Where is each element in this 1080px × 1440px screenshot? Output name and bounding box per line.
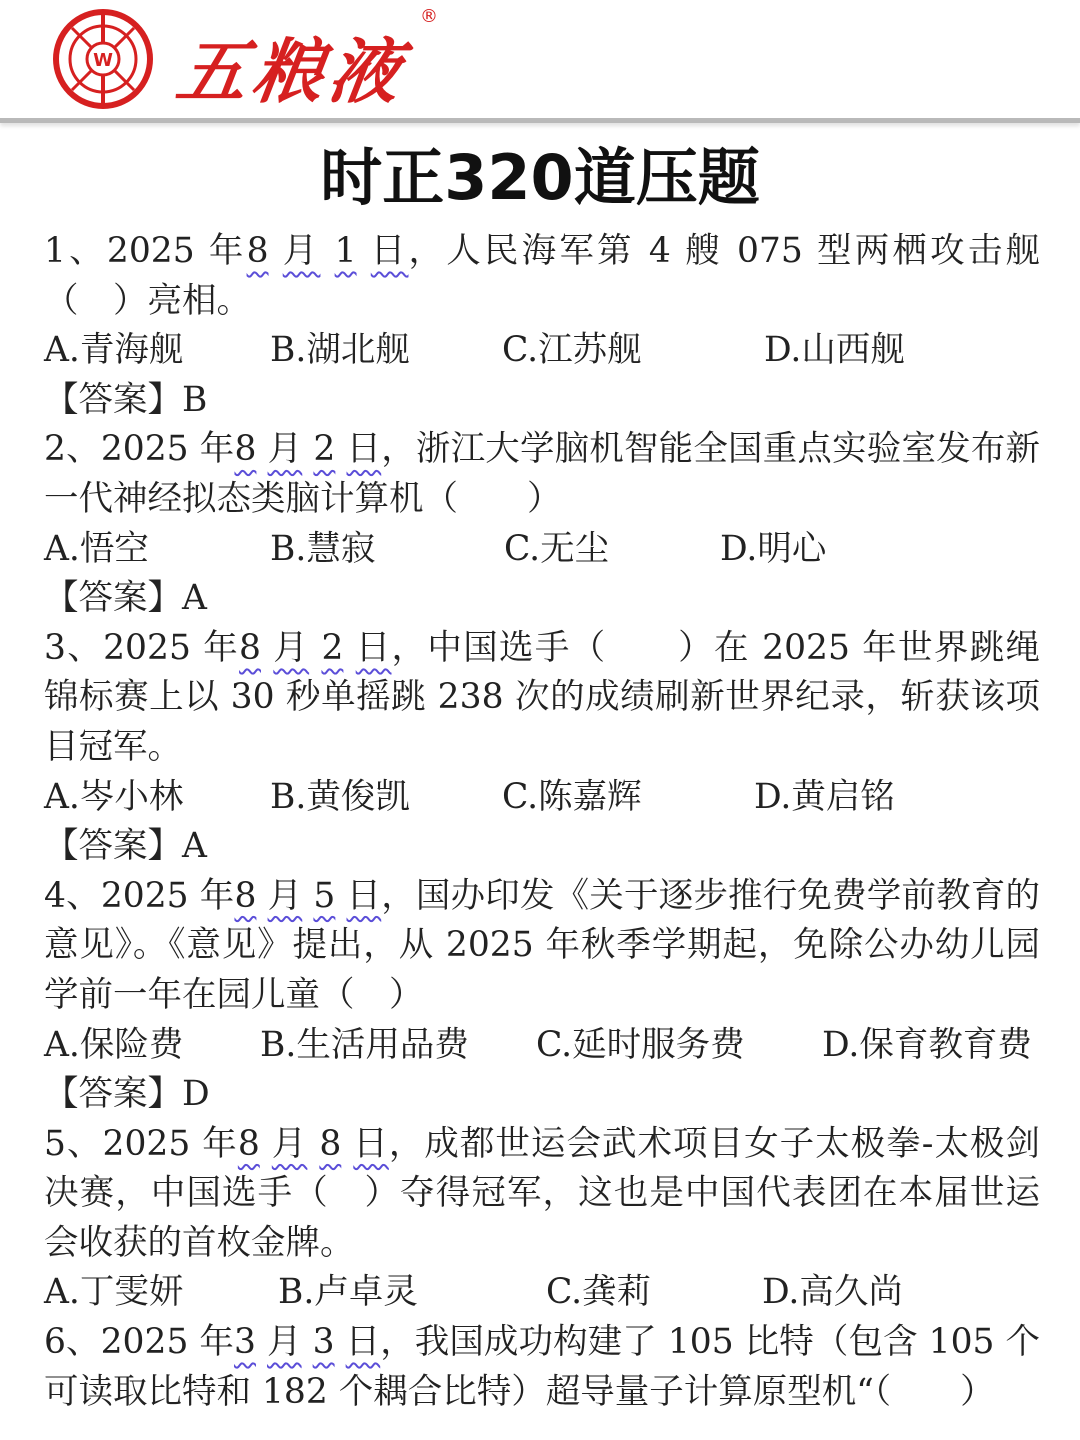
question-text: 3、2025 年8 月 2 日，中国选手（ ）在 2025 年世界跳绳锦标赛上以 30 秒单摇跳 238 次的成绩刷新世界纪录，斩获该项目冠军。 xyxy=(44,627,1041,767)
date xyxy=(247,231,409,271)
options-row xyxy=(44,525,1040,575)
option: B.卢卓灵 xyxy=(278,1272,418,1313)
option: D.明心 xyxy=(720,528,827,569)
date-part: 3 xyxy=(234,1322,256,1363)
question-text: 2、2025 年8 月 2 日，浙江大学脑机智能全国重点实验室发布新一代神经拟态类脑计算机（ ） xyxy=(44,429,1041,519)
date-part: 月 xyxy=(267,875,303,916)
question-text: 5、2025 年8 月 8 日，成都世运会武术项目女子太极拳-太极剑决赛，中国选手（ ）夺得冠军，这也是中国代表团在本届世运会收获的首枚金牌。 xyxy=(44,1123,1041,1263)
question-item xyxy=(44,227,1040,425)
date-part: 8 xyxy=(246,231,269,271)
option: D.保育教育费 xyxy=(822,1024,1032,1065)
question-item xyxy=(44,1120,1040,1318)
answer: 【答案】A xyxy=(44,578,207,619)
date-part: 日 xyxy=(346,429,382,470)
brand-logo-text: 五粮液 xyxy=(171,31,411,113)
option: C.延时服务费 xyxy=(536,1024,745,1065)
date-part: 1 xyxy=(334,231,357,271)
option: C.陈嘉辉 xyxy=(502,776,642,817)
question-item xyxy=(44,872,1040,1120)
date-part: 8 xyxy=(234,429,257,470)
option: A.悟空 xyxy=(44,528,149,569)
date-part: 8 xyxy=(237,1123,260,1164)
question-text: 4、2025 年8 月 5 日，国办印发《关于逐步推行免费学前教育的意见》。《意见》提出，从 2025 年秋季学期起，免除公办幼儿园学前一年在园儿童（ ） xyxy=(44,875,1041,1015)
question-item xyxy=(44,1318,1040,1417)
date xyxy=(239,628,391,668)
date xyxy=(234,876,381,916)
option: D.高久尚 xyxy=(762,1272,903,1313)
option: D.山西舰 xyxy=(764,330,905,371)
option: D.黄启铭 xyxy=(754,776,895,817)
answer: 【答案】D xyxy=(44,1074,210,1115)
wuliangye-emblem-icon xyxy=(52,8,154,110)
option: C.龚莉 xyxy=(546,1272,652,1313)
date-part: 8 xyxy=(234,875,257,916)
option: B.黄俊凯 xyxy=(270,776,410,817)
date-part: 5 xyxy=(313,875,336,916)
options-row xyxy=(44,1021,1040,1071)
options-row xyxy=(44,326,1040,376)
question-text: 1、2025 年8 月 1 日，人民海军第 4 艘 075 型两栖攻击舰（ ）亮相。 xyxy=(44,231,1041,321)
option: B.慧寂 xyxy=(270,528,376,569)
date xyxy=(234,1322,380,1362)
option: A.丁雯妍 xyxy=(44,1272,184,1313)
answer: 【答案】A xyxy=(44,826,207,867)
header xyxy=(0,0,1080,123)
date-part: 日 xyxy=(355,627,392,668)
answer: 【答案】B xyxy=(44,379,208,420)
option: A.保险费 xyxy=(44,1024,184,1065)
date-part: 月 xyxy=(267,1322,302,1363)
date-part: 日 xyxy=(346,875,382,916)
question-list xyxy=(0,227,1080,1417)
date-part: 日 xyxy=(353,1123,389,1164)
option: B.生活用品费 xyxy=(260,1024,469,1065)
date xyxy=(234,429,381,469)
date-part: 2 xyxy=(321,627,344,668)
registered-mark: ® xyxy=(420,6,438,27)
date-part: 日 xyxy=(345,1322,381,1363)
date-part: 8 xyxy=(319,1123,342,1164)
option: B.湖北舰 xyxy=(270,330,410,371)
option: C.无尘 xyxy=(504,528,610,569)
page-title: 时正320道压题 xyxy=(320,141,760,214)
date-part: 8 xyxy=(239,627,261,668)
date-part: 3 xyxy=(312,1322,335,1363)
question-item xyxy=(44,624,1040,872)
date xyxy=(238,1124,389,1164)
option: C.江苏舰 xyxy=(502,330,642,371)
date-part: 月 xyxy=(273,627,310,668)
options-row xyxy=(44,1268,1040,1318)
date-part: 月 xyxy=(271,1123,308,1164)
options-row xyxy=(44,773,1040,823)
svg-text:W: W xyxy=(93,50,113,71)
date-part: 月 xyxy=(267,429,303,470)
date-part: 日 xyxy=(370,231,409,271)
option: A.青海舰 xyxy=(44,330,184,371)
date-part: 2 xyxy=(313,429,336,470)
question-item xyxy=(44,425,1040,623)
option: A.岑小林 xyxy=(44,776,184,817)
date-part: 月 xyxy=(282,231,321,271)
question-text: 6、2025 年3 月 3 日，我国成功构建了 105 比特（包含 105 个可读取比特和 182 个耦合比特）超导量子计算原型机“（ ） xyxy=(44,1322,1041,1412)
